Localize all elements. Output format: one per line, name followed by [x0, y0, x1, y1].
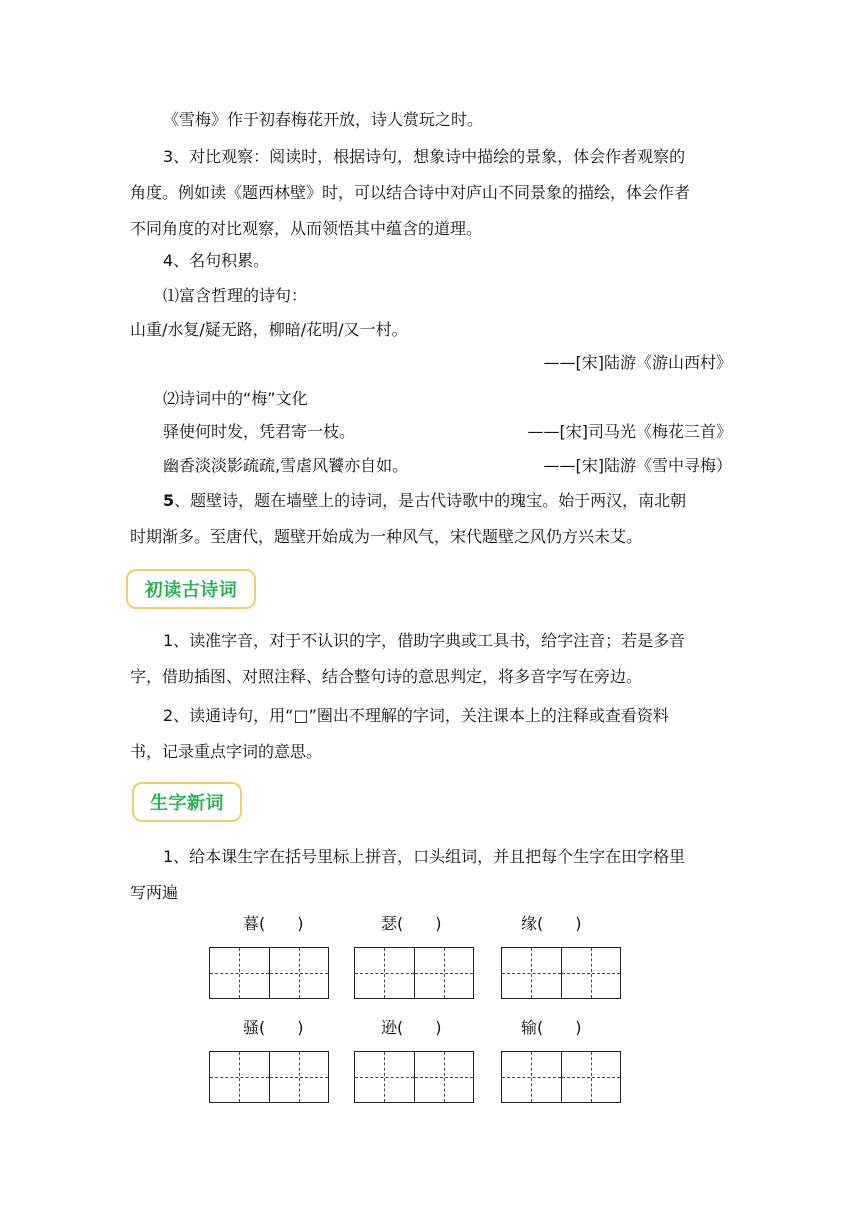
- writing-grid-shu[interactable]: [501, 1051, 621, 1103]
- grid-cell[interactable]: [502, 1052, 561, 1102]
- grid-cell[interactable]: [414, 1052, 474, 1102]
- paragraph-contrast-observation: 3、对比观察：阅读时，根据诗句，想象诗中描绘的景象，体会作者观察的: [163, 147, 686, 166]
- first-reading-item1: 1、读准字音，对于不认识的字，借助字典或工具书，给字注音；若是多音: [163, 631, 686, 650]
- paragraph-tibi-poetry-line2: 时期渐多。至唐代，题壁开始成为一种风气，宋代题壁之风仍方兴未艾。: [130, 527, 643, 546]
- subheading-plum-culture: ⑵诗词中的“梅”文化: [163, 389, 308, 408]
- section-heading-new-words: [132, 782, 242, 822]
- grid-cell[interactable]: [269, 948, 329, 998]
- grid-cell[interactable]: [355, 1052, 414, 1102]
- grid-cell[interactable]: [561, 1052, 621, 1102]
- writing-grid-yuan[interactable]: [501, 947, 621, 999]
- first-reading-item1-line2: 字，借助插图、对照注释、结合整句诗的意思判定，将多音字写在旁边。: [130, 667, 643, 686]
- writing-grid-se[interactable]: [354, 947, 474, 999]
- paragraph-contrast-observation-line3: 不同角度的对比观察，从而领悟其中蕴含的道理。: [130, 219, 483, 238]
- poem-source-xuezhong-xunmei: ——[宋]陆游《雪中寻梅）: [543, 456, 732, 475]
- grid-cell[interactable]: [210, 1052, 269, 1102]
- poem-line-youxiang: 幽香淡淡影疏疏,雪虐风饕亦自如。: [163, 456, 409, 475]
- grid-cell[interactable]: [414, 948, 474, 998]
- grid-cell[interactable]: [210, 948, 269, 998]
- char-label-sao: 骚( ): [243, 1018, 304, 1037]
- paragraph-contrast-observation-line2: 角度。例如读《题西林壁》时，可以结合诗中对庐山不同景象的描绘，体会作者: [130, 183, 691, 202]
- writing-grid-xun[interactable]: [354, 1051, 474, 1103]
- section-heading-new-words-text: 生字新词: [150, 793, 224, 814]
- grid-cell[interactable]: [269, 1052, 329, 1102]
- writing-grid-sao[interactable]: [209, 1051, 329, 1103]
- poem-source-meihua-sanshou: ——[宋]司马光《梅花三首》: [527, 422, 732, 441]
- char-label-se: 瑟( ): [381, 914, 442, 933]
- tibi-number: 5: [163, 491, 175, 510]
- new-words-instruction: 1、给本课生字在括号里标上拼音，口头组词，并且把每个生字在田字格里: [163, 847, 686, 866]
- paragraph-xuemei-note: 《雪梅》作于初春梅花开放，诗人赏玩之时。: [163, 110, 484, 129]
- tibi-text: 、题壁诗，题在墙壁上的诗词，是古代诗歌中的瑰宝。始于两汉，南北朝: [174, 491, 687, 510]
- section-heading-first-reading-text: 初读古诗词: [144, 580, 238, 601]
- section-heading-first-reading: [126, 569, 256, 609]
- first-reading-item2-line2: 书，记录重点字词的意思。: [130, 742, 323, 761]
- paragraph-famous-lines: 4、名句积累。: [163, 251, 270, 270]
- grid-cell[interactable]: [561, 948, 621, 998]
- char-label-shu: 输( ): [521, 1018, 582, 1037]
- poem-line-yishi: 驿使何时发，凭君寄一枝。: [163, 422, 356, 441]
- new-words-instruction-line2: 写两遍: [130, 883, 179, 902]
- subheading-philosophy-lines: ⑴富含哲理的诗句：: [163, 286, 308, 305]
- char-label-mu: 暮( ): [243, 914, 304, 933]
- writing-grid-mu[interactable]: [209, 947, 329, 999]
- char-label-yuan: 缘( ): [521, 914, 582, 933]
- first-reading-item2: 2、读通诗句，用“□”圈出不理解的字词，关注课本上的注释或查看资料: [163, 706, 669, 725]
- poem-source-you-shanxi-cun: ——[宋]陆游《游山西村》: [543, 353, 732, 372]
- char-label-xun: 逊( ): [381, 1018, 442, 1037]
- grid-cell[interactable]: [502, 948, 561, 998]
- paragraph-tibi-poetry: [163, 491, 773, 511]
- grid-cell[interactable]: [355, 948, 414, 998]
- poem-line-shanchong: 山重/水复/疑无路，柳暗/花明/又一村。: [130, 320, 408, 339]
